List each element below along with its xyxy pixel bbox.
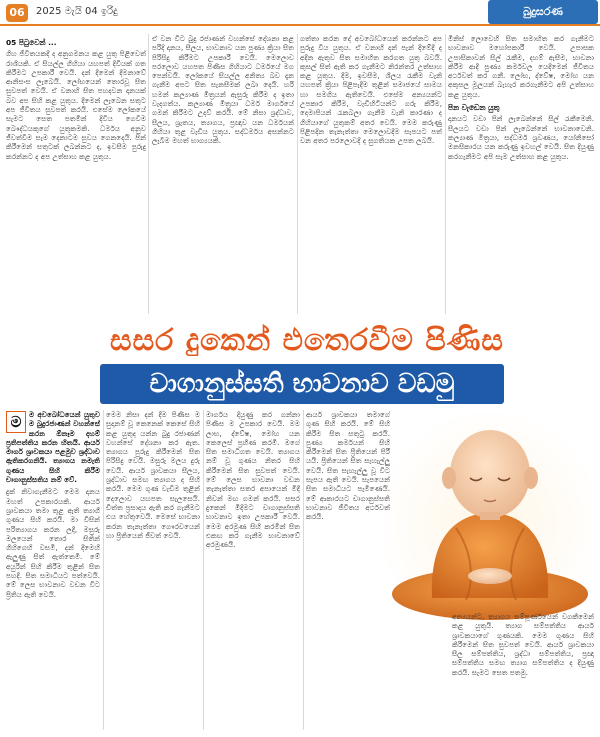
issue-date: 2025 මැයි 04 ඉරිදු xyxy=(36,6,118,17)
top-column-2 xyxy=(152,34,294,316)
meditating-monk-image xyxy=(386,408,594,620)
lead-paragraph: ම අවබෝධයෙන් යුතුව ම බුදුරජාණන් වහන්සේ කරන ඕනෑම දහම් ප්‍රතිපත්තිය කරන හිතයි. ආර්ය මාර්ග ශ්‍රාවකයා පළමුව ශ්‍රද්ධාව ඇතිකරගනියි. ත්‍යාගය නමැති ගුණය සිහි කිරීම චාගානුස්සතිය නම් වේ. xyxy=(6,410,100,485)
bottom-column-1 xyxy=(6,410,100,732)
column-text: ගිහ ජීවිතයකදී ද අනුගමනය කළ යුතු පිළිවෙත් රාශියකි. ඒ සියල්ල ගිහියා යහපත් දිවියක් ගත කිරීමට උපකාරී වෙයි. දන් දීමෙන් දීමනාවේ ආනිසංස ලැබෙයි. ලෝභයෙන් තොරවූ සිත සුවපත් වෙයි. ඒ වනාහි සිත පහදවන දානයක් බව අප සිහි කළ යුතුය. දීමෙන් ලැබෙන සතුට අප ජීවිතය සුවපත් කරයි. එසේම ලෝකයේ සැමට සෙත පතමින් දිවිය ගෙවීම බෞද්ධයකුගේ යුතුකමකි. ධර්මය අනුව ජීවත්වීම සැම දෙනාටම සුවය ගෙනදෙයි. පින් කිරීමෙන් සතුටක් ලබන්නට ද, ඉවසීම පුරුදු කරන්නට ද අප උත්සාහ කළ යුතුය. xyxy=(6,49,146,161)
continuation-label: 05 පිටුවෙන් ... xyxy=(6,38,57,47)
column-text: ආර්ය ශ්‍රාවකයා තමාගේ ගුණ සිහි කරයි. මේ සිහි කිරීම සිත සතුටු කරයි. පුණ්‍ය කර්මයන් සිහි කිරීමෙන් සිත ප්‍රීතියෙන් පිරී යයි. ප්‍රීතියෙන් සිත සැහැල්ලු වෙයි. සිත සැහැල්ලු වූ විට සැපය ඇති වෙයි. සැපයෙන් සිත සමාධියට පැමිණෙයි. මේ ආකාරයට චාගානුස්සති භාවනාව ජීවිතය අර්ථවත් කරයි. xyxy=(306,410,390,522)
page-header xyxy=(0,0,600,26)
page-number: 06 xyxy=(6,4,28,22)
column-divider xyxy=(148,34,149,314)
section-subheading: පින වැඩෙන යුතු xyxy=(448,103,500,113)
column-text: අන්‍යයන්ට, ත්‍යාගය සම්පූර්ණයෙන් වගකීමෙන් කළ යුතුයි. ත්‍යාග සම්පත්තිය ආර්ය ශ්‍රාවකයාගේ ගුණයකි. මෙම ගුණය සිහි කිරීමෙන් සිත සුවපත් වෙයි. ආර්ය ශ්‍රාවකයා සීල සම්පත්තිය, ශ්‍රද්ධා සම්පත්තිය, ප්‍රඥා සම්පත්තිය සමඟ ත්‍යාග සම්පත්තිය ද දියුණු කරයි. සැමට සෙත පතමු. xyxy=(452,612,594,677)
column-divider xyxy=(297,34,298,314)
top-column-4 xyxy=(448,34,594,316)
bottom-column-4 xyxy=(306,410,390,732)
publication-logo: බුදුසරණ xyxy=(488,0,598,24)
column-divider xyxy=(203,410,204,730)
column-divider xyxy=(103,410,104,730)
bottom-column-2 xyxy=(106,410,200,732)
headline-line-1: සසර දුකෙන් එතෙරවීම පිණිස xyxy=(110,323,504,358)
top-column-1 xyxy=(6,34,146,316)
drop-cap: ම xyxy=(6,411,26,433)
column-text: ගත්තා කරන දේ අවබෝධයෙන් කරන්නට අප පුරුදු විය යුතුය. ඒ වනාහි දන් පැන් දීමේදී ද අදීන ඇතුව සිත සමාහිත කරගත යුතු බවයි. කුසල් සිත් ඇති කර ගැනීමට නිරන්තර උත්සාහ කළ යුතුය. දීම, ඉවසීම, ශීලය රැකීම වැනි යහපත් ක්‍රියා පිළිපැදීම තුළින් සමාජයේ සාමය හා සමගිය ඇතිවෙයි. එසේම අන්‍යයන්ට උපකාර කිරීම, වැඩිහිටියන්ට ගරු කිරීම, දෙමාපියන් රැකබලා ගැනීම වැනි කාරණා ද ගිහියාගේ යුතුකම් අතර වෙයි. මෙම කරුණු පිළිපදින තැනැත්තා මෙලොවදීම සැපයට පත් වන අතර පරලොවදී ද සුගතියක උපත ලබයි. xyxy=(300,34,442,146)
column-text: ඒ වන විට බුදු රජාණන් වහන්සේ දේශනා කළ පරිදි දානය, සීලය, භාවනාව යන පුණ්‍ය ක්‍රියා සිත පිරිසිදු කිරීමට උපකාරී වෙයි. මෙලොව පරලොව යහපත පිණිස ගිහියාට ධර්මයේ මග පෙන්වයි. ලෝකයේ සියල්ල අනිත්‍ය බව දැන ගැනීම අපට සිත සැනසීමක් ලබා දෙයි. හරි හමන් කල්‍යාණ මිත්‍රයන් ඇසුරු කිරීම ද ඉතා වැදගත්ය. කල්‍යාණ මිත්‍රයා ධර්ම මාර්ගයේ ගමන් කිරීමට උදව් කරයි. මේ නිසා ශ්‍රද්ධාව, සීලය, ශ්‍රැතය, ත්‍යාගය, ප්‍රඥාව යන ධර්මයන් ගිහියා තුළ වැඩිය යුතුය. සද්ධර්මය අසන්නට ලැබීම මහත් භාග්‍යයකි. xyxy=(152,34,294,146)
column-text: මෙම නිසා දන් දීම පිණිස ම සුදානම් වූ කෙනෙක් කෙසේ සිහි කළ යුතුද යන්න බුදු රජාණන් වහන්සේ දේශනා කර ඇත. ත්‍යාගය පුරුදු කිරීමෙන් සිත පිරිසිදු වෙයි. මසුරු මලය දුරු වෙයි. ආර්ය ශ්‍රාවකයා සීලය, ශ්‍රද්ධාව සමඟ ත්‍යාගය ද සිහි කරයි. මෙම ගුණ වැඩීම තුළින් දෙලොව යහපත සැලසෙයි. චිත්ත ප්‍රසාදය ඇති කර ගැනීමට එය හේතුවෙයි. මෙසේ භාවනා කරන තැනැත්තා ගෞරවයෙන් හා ප්‍රීතියෙන් ජීවත් වෙයි. xyxy=(106,410,200,540)
header-rule xyxy=(0,24,600,26)
column-text: දුක් නිවාගැනීමට මෙම දානය මහත් උපකාරයකි. ආර්ය ශ්‍රාවකයා තමා තුළ ඇති ත්‍යාගී ගුණය සිහි කරයි. මා විසින් පරිත්‍යාගය කරන ලදී, මසුරු මලයෙන් තොර සිතින් ගිහිගෙහි වසමි, දන් දීමෙහි ඇලුණු සිත් ඇත්තෙමි. මේ අයුරින් සිහි කිරීම තුළින් සිත පහදී. සිත සමාධියට පත්වෙයි. මේ ලෙස භාවනාව වඩන විට ප්‍රීතිය ඇති වෙයි. xyxy=(6,487,100,599)
column-divider xyxy=(445,34,446,314)
headline-line-2: චාගානුස්සති භාවනාව වඩමු xyxy=(149,369,455,399)
bottom-column-5 xyxy=(452,612,594,732)
column-text: දානයට වඩා පින් ලැබෙන්නේ සිල් රැකීමෙනි. සීලයට වඩා පින් ලැබෙන්නේ භාවනාවෙනි. කල්‍යාණ මිත්‍රයා, සද්ධර්ම ශ්‍රවණය, යෝනිසෝ මනසිකාරය යන කරුණු ඉවහල් වෙයි. සිත දියුණු කරගැනීමට අපි සැම උත්සාහ කළ යුතුය. xyxy=(448,114,594,161)
bottom-column-3 xyxy=(206,410,300,732)
column-text: මාර්ගය දියුණු කර ගන්නා පිණිස ම උපකාර වෙයි. මම ලාභ, ද්වේෂ, මෝහ යන කෙලෙස් ප්‍රහීණ කරමි. මගේ සිත සමාධිගත වෙයි. ත්‍යාගය නම් වූ ගුණය නිතර සිහි කිරීමෙන් සිත සුවපත් වෙයි. මේ ලෙස භාවනා වඩන තැනැත්තා සතර අපායෙන් මිදී නිවන් මඟ ගමන් කරයි. සසර දුකෙන් මිදීමට චාගානුස්සති භාවනාව ඉතා උපකාරී වෙයි. මෙම අරමුණ සිහි කරමින් සිත එකඟ කර ගැනීම භාවනාවේ අරමුණයි. xyxy=(206,410,300,550)
column-text: මිනිස් ලොවෙහි සිත සමාහිත කර ගැනීමට භාවනාව මහෝපකාරී වෙයි. උපාසක උපාසිකාවන් සිල් රැකීම, දහම් ඇසීම, භාවනා කිරීම ආදී පුණ්‍ය කර්මවල යෙදීමෙන් ජීවිතය අර්ථවත් කර ගනී. ලෝභ, ද්වේෂ, මෝහ යන අකුසල මූලයන් බැහැර කරගැනීමට අපි උත්සාහ කළ යුතුය. xyxy=(448,34,594,99)
top-column-3 xyxy=(300,34,442,316)
column-divider xyxy=(303,410,304,730)
